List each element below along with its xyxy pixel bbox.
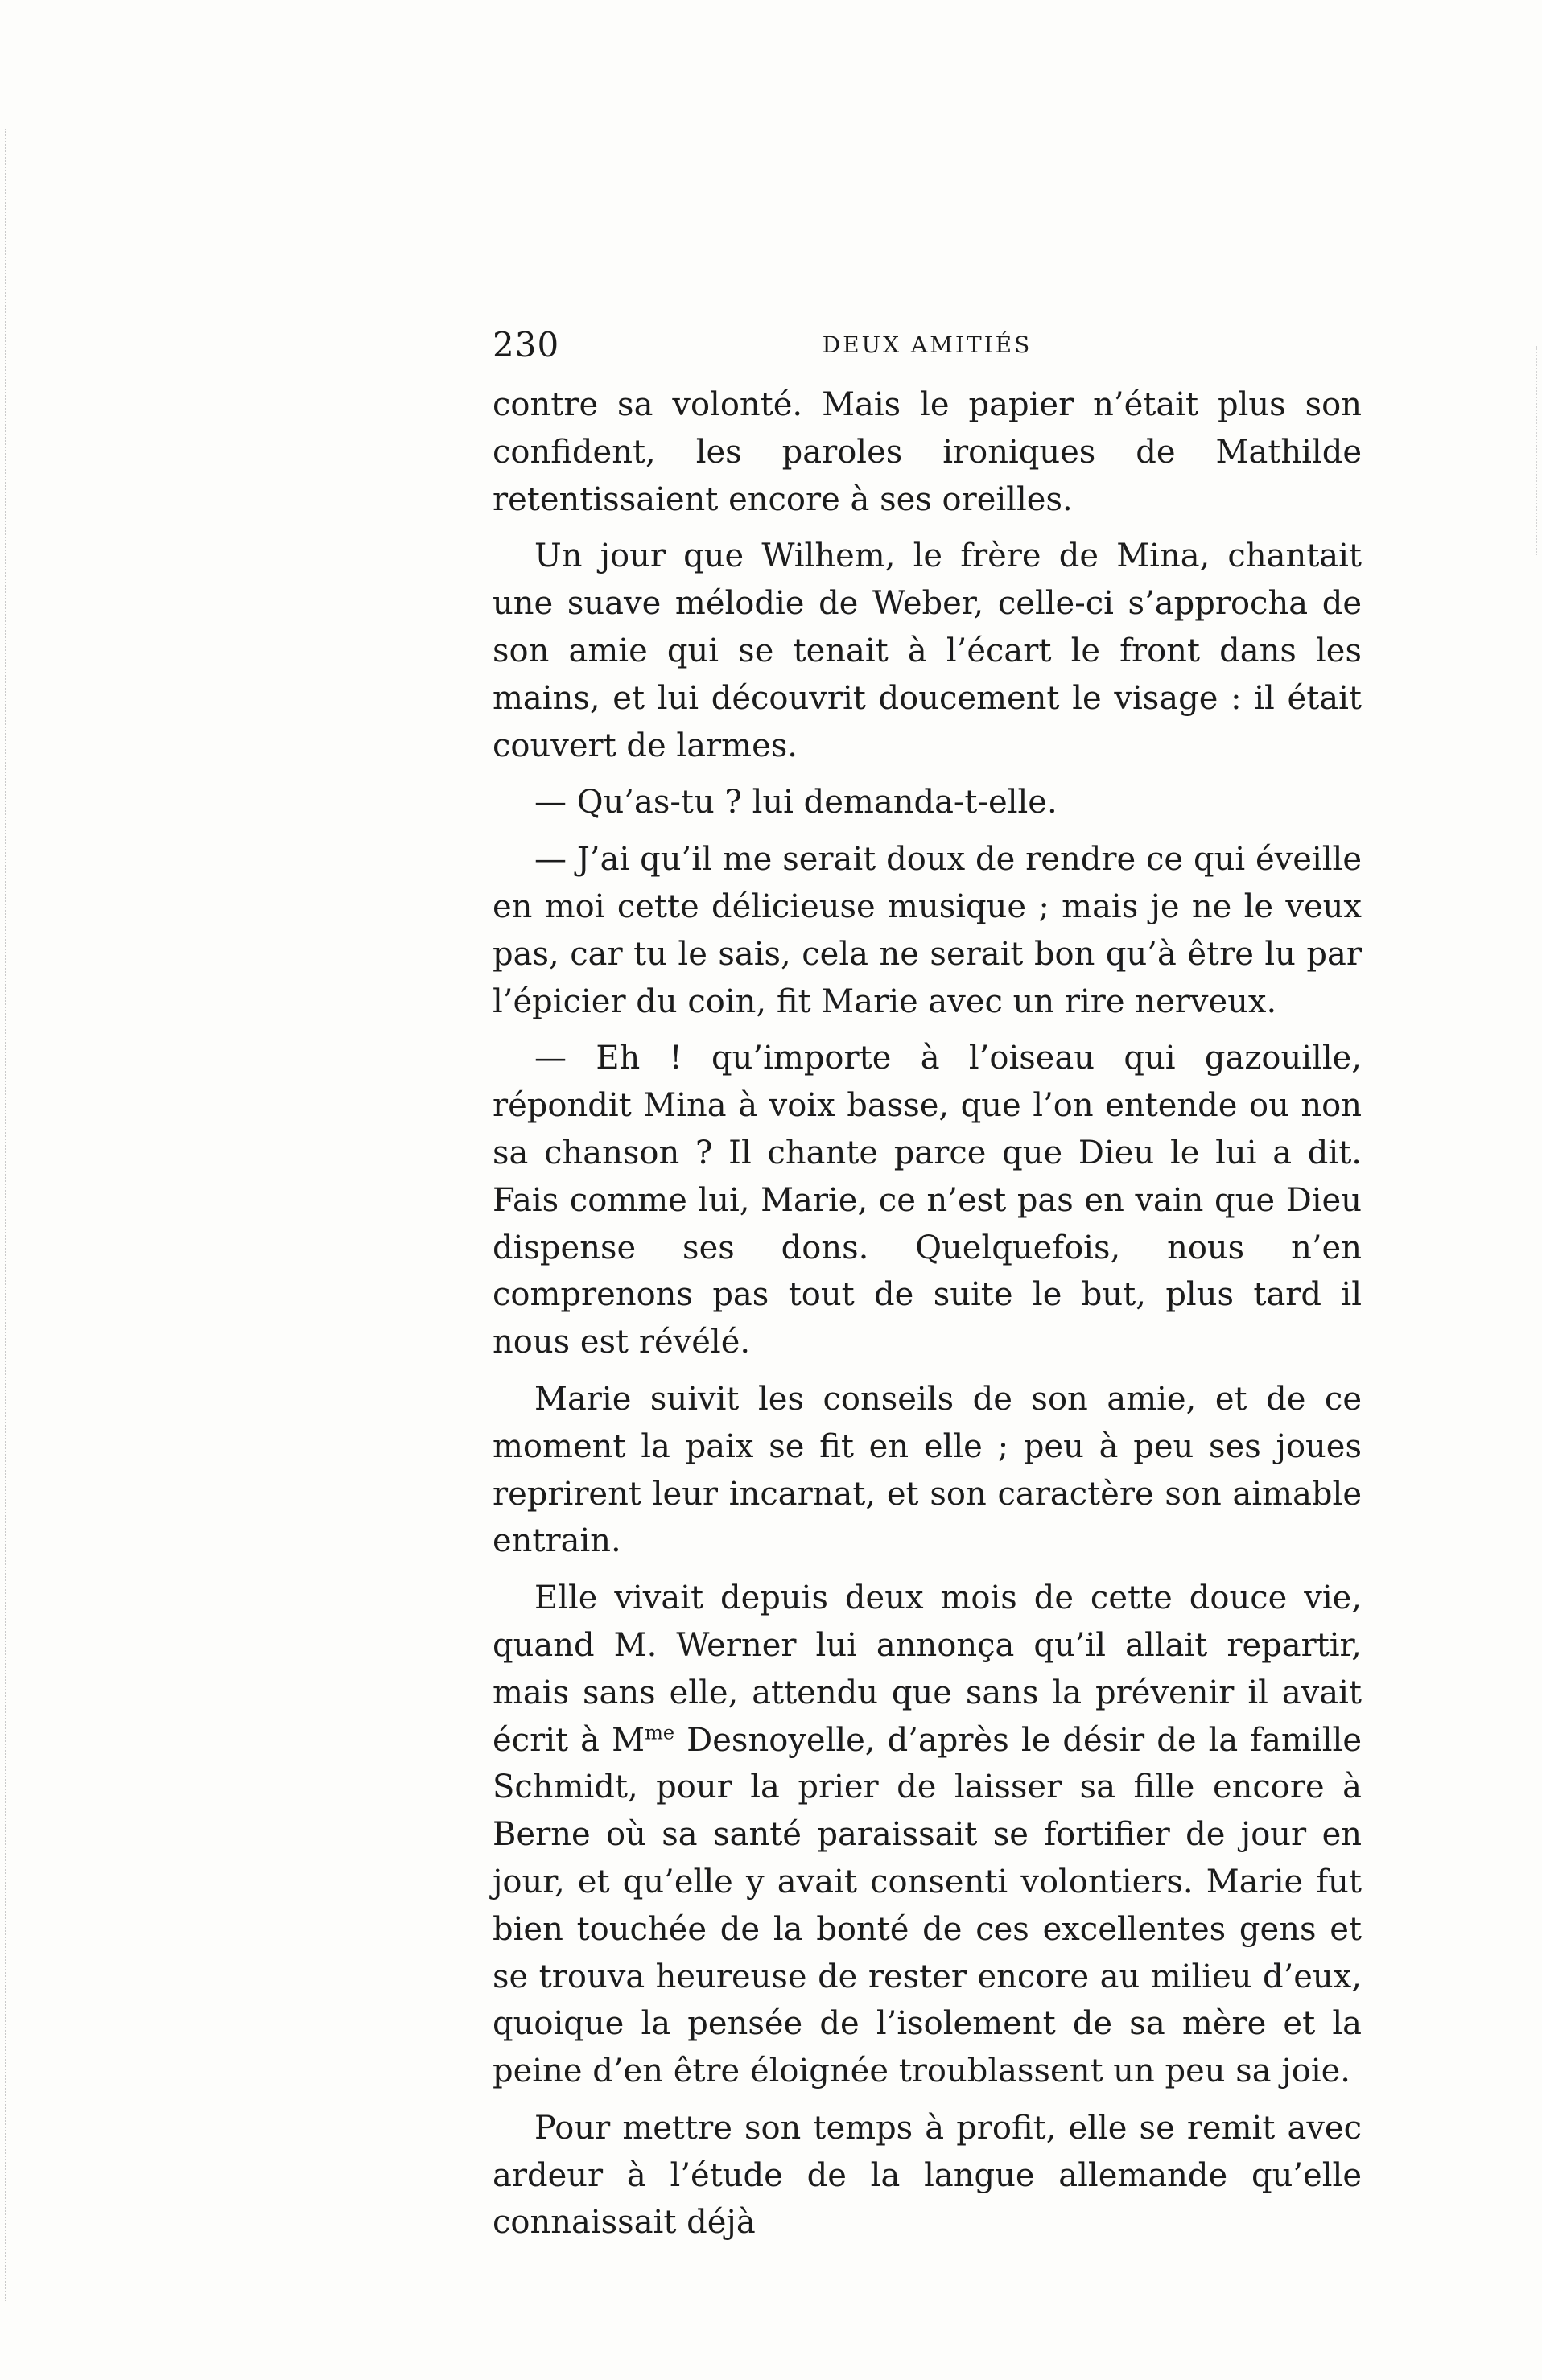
page [493,322,1362,2246]
paragraph: Marie suivit les conseils de son amie, et de ce moment la paix se fit en elle ; peu à peu ses joues reprirent leur incarnat, et son caractère son aimable entrain. [493,1380,1362,1560]
running-title: DEUX AMITIÉS [822,331,1033,358]
superscript-abbreviation: me [645,1721,675,1744]
paragraph [493,1575,1362,2095]
dialogue-line: — Eh ! qu’importe à l’oiseau qui gazouille, répondit Mina à voix basse, que l’on entende ou non sa chanson ? Il chante parce que Dieu le lui a dit. Fais comme lui, Marie, ce n’est pas en vain que Dieu dispense ses dons. Quelquefois, nous n’en comprenons pas tout de suite le but, plus tard il nous est révélé. [493,1040,1362,1361]
dialogue-line: — J’ai qu’il me serait doux de rendre ce qui éveille en moi cette délicieuse musique ; mais je ne le veux pas, car tu le sais, cela ne serait bon qu’à être lu par l’épicier du coin, fit Marie avec un rire nerveux. [493,841,1362,1020]
paragraph-text: Desnoyelle, d’après le désir de la famille Schmidt, pour la prier de laisser sa fille encore à Berne où sa santé paraissait se fortifier de jour en jour, et qu’elle y avait consenti volontiers. Marie fut bien touchée de la bonté de ces excellentes gens et se trouva heureuse de rester encore au milieu d’eux, quoique la pensée de l’isolement de sa mère et la peine d’en être éloignée troublassent un peu sa joie. [493,1721,1363,2090]
text-body [493,381,1362,2246]
running-head [493,322,1362,370]
paragraph: Pour mettre son temps à profit, elle se remit avec ardeur à l’étude de la langue allemande qu’elle connaissait déjà [493,2109,1362,2242]
page-number: 230 [493,325,560,364]
dialogue-line: — Qu’as-tu ? lui demanda-t-elle. [534,784,1058,821]
paragraph-text: Elle vivait depuis deux mois de cette douce vie, quand M. Werner lui annonça qu’il allait repartir, mais sans elle, attendu que sans la prévenir il avait écrit à M [493,1579,1362,1759]
scan-edge-right [1536,346,1539,555]
scan-edge-left [5,129,8,2301]
paragraph: Un jour que Wilhem, le frère de Mina, chantait une suave mélodie de Weber, celle-ci s’approcha de son amie qui se tenait à l’écart le front dans les mains, et lui découvrit doucement le visage : il était couvert de larmes. [493,537,1362,764]
paragraph: contre sa volonté. Mais le papier n’était plus son confident, les paroles ironiques de Mathilde retentissaient encore à ses oreilles. [493,386,1362,518]
